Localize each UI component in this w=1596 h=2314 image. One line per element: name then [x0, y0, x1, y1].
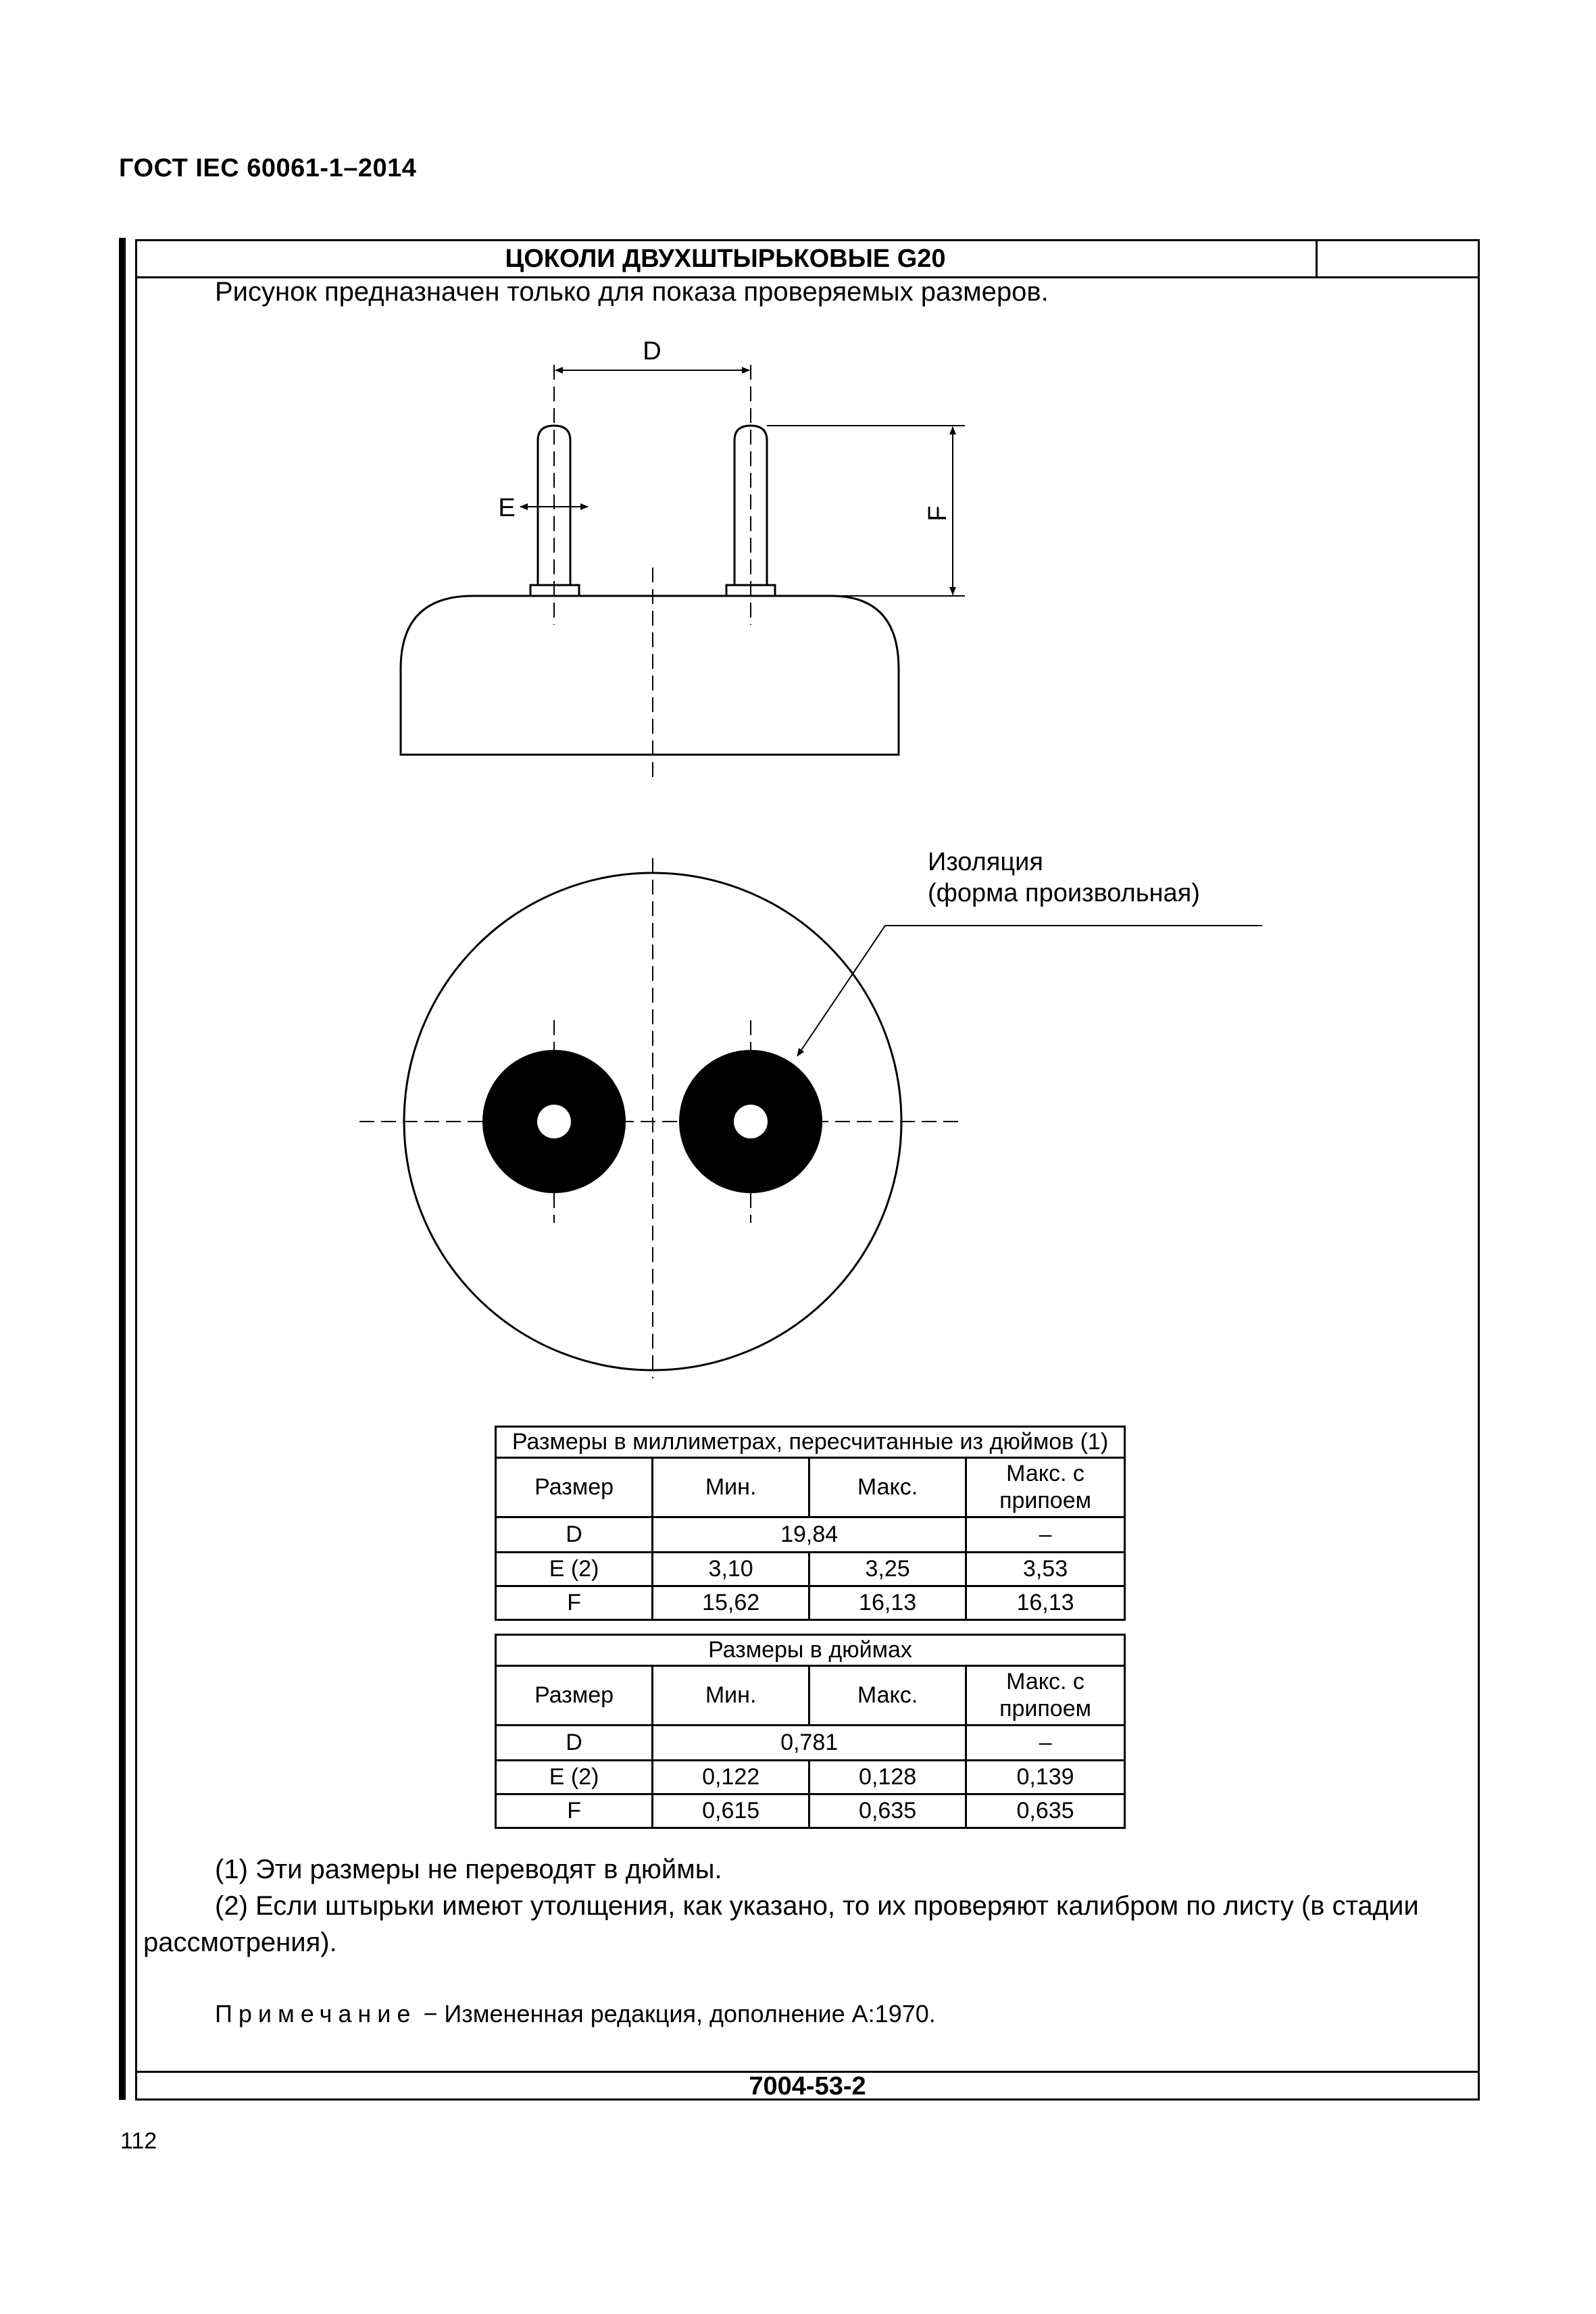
table-cell: 16,13 [809, 1586, 966, 1620]
table-cell: 0,635 [809, 1794, 966, 1828]
insulation-label-2: (форма произвольная) [928, 879, 1200, 907]
footnote-1: (1) Эти размеры не переводят в дюймы. [215, 1855, 722, 1884]
table-cell: F [496, 1794, 653, 1828]
table-mm-header: Макс. с припоем [966, 1458, 1125, 1517]
change-note [215, 2000, 936, 2028]
table-cell: 0,128 [809, 1761, 966, 1794]
table-cell: 0,139 [966, 1761, 1125, 1794]
dim-d-label: D [643, 337, 662, 366]
table-cell: – [966, 1517, 1125, 1553]
dim-f-label: F [924, 505, 952, 522]
table-cell: F [496, 1586, 653, 1620]
document-header: ГОСТ IEC 60061-1–2014 [119, 154, 417, 182]
table-cell: 0,635 [966, 1794, 1125, 1828]
change-note-label: Примечание [215, 2000, 417, 2028]
table-mm-header: Макс. [809, 1458, 966, 1517]
table-cell: D [496, 1517, 653, 1553]
pin-left-hole [537, 1105, 571, 1138]
intro-text: Рисунок предназначен только для показа проверяемых размеров. [215, 277, 1049, 307]
table-in-header: Макс. [809, 1666, 966, 1726]
dim-e-label: E [498, 494, 516, 522]
table-in-header: Макс. с припоем [966, 1666, 1125, 1726]
table-in-header: Мин. [653, 1666, 809, 1726]
table-cell: 3,53 [966, 1553, 1125, 1586]
cap-body-side [401, 596, 899, 755]
sheet-code: 7004-53-2 [135, 2071, 1480, 2101]
table-cell: 3,25 [809, 1553, 966, 1586]
table-mm [495, 1426, 1126, 1621]
footnotes [143, 1851, 1474, 1961]
page-number: 112 [120, 2128, 157, 2154]
table-cell: 19,84 [653, 1517, 966, 1553]
change-note-text: − Измененная редакция, дополнение А:1970. [416, 2000, 936, 2028]
table-cell: E (2) [496, 1553, 653, 1586]
table-cell: 3,10 [653, 1553, 809, 1586]
table-in-caption: Размеры в дюймах [496, 1635, 1125, 1666]
table-cell: 15,62 [653, 1586, 809, 1620]
insulation-label-1: Изоляция [928, 848, 1043, 876]
table-cell: 0,615 [653, 1794, 809, 1828]
table-cell: E (2) [496, 1761, 653, 1794]
table-mm-header: Размер [496, 1458, 653, 1517]
table-mm-caption: Размеры в миллиметрах, пересчитанные из дюймов (1) [496, 1427, 1125, 1458]
table-cell: 0,122 [653, 1761, 809, 1794]
insulation-leader [797, 926, 1262, 1056]
footnote-2: (2) Если штырьки имеют утолщения, как указано, то их проверяют калибром по листу (в стадии рассмотрения). [143, 1891, 1419, 1957]
table-in-header: Размер [496, 1666, 653, 1726]
table-inches [495, 1634, 1126, 1829]
table-mm-header: Мин. [653, 1458, 809, 1517]
table-cell: 16,13 [966, 1586, 1125, 1620]
sheet-title: ЦОКОЛИ ДВУХШТЫРЬКОВЫЕ G20 [135, 239, 1318, 278]
table-cell: D [496, 1726, 653, 1761]
table-cell: – [966, 1726, 1125, 1761]
pin-right-hole [734, 1105, 768, 1138]
table-cell: 0,781 [653, 1726, 966, 1761]
